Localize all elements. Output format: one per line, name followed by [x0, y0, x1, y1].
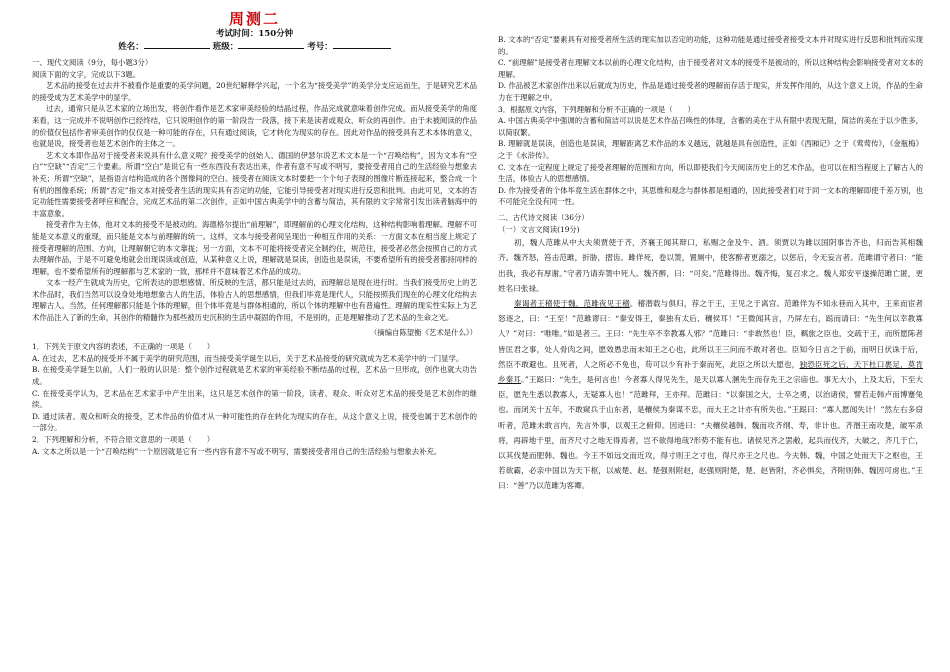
- underlined-sentence: 独恐臣死之后，天下杜口裹足，莫肯乡秦耳: [498, 359, 924, 384]
- passage-paragraph: 过去，通常只是从艺术家的立场出发，将创作看作是艺术家审美经验的结晶过程，作品完成就意味着创作完成。而从接受美学的角度来看，这一完成并不说明创作已经终结，它只说明创作的第一阶段告一段落，接下来是读者或观众、听众的再创作。由于未被阅读的作品的价值仅包括作者审美创作的仅仅是一种可能的存在，只有通过阅读，它才转化为现实的存在。因此对作品的接受具有艺术本体的意义，也就是说，接受者也是艺术创作的主体之一。: [32, 104, 477, 149]
- option: B. 理解就是误读，创造也是误读，理解距离艺术作品的本义越远，就越是具有创造性，正如《西厢记》之于《莺莺传》，《金瓶梅》之于《水浒传》。: [498, 139, 923, 160]
- class-label: 班级：: [212, 42, 239, 52]
- option: B. 在接受美学诞生以前，人们一般的认识是：整个创作过程就是艺术家的审美经验不断结晶的过程，艺术品一旦形成，创作也就大功告成。: [32, 365, 477, 387]
- classical-paragraph: 初，魏人范雎从中大夫须贾使于齐，齐襄王闻其辩口，私赐之金及牛、酒。须贾以为雎以国阴事告齐也，归而告其相魏齐。魏齐怒，笞击范雎，折胁，摺齿。雎佯死，卷以箦，置厕中，使客醉者更溺之，以惩后，令无妄言者。范雎谓守者曰：“能出我，我必有厚谢。”守者乃请弃箦中死人。魏齐醉，曰：“可矣。”范雎得出。魏齐悔，复召求之。魏人郑安平遂操范雎亡匿，更姓名曰张禄。: [498, 238, 923, 293]
- question-stem: 3．根据原文内容，下列理解和分析不正确的一项是（ ）: [498, 104, 695, 114]
- class-field[interactable]: [238, 40, 304, 49]
- option: C. “前理解”是接受者在理解文本以前的心理文化结构，由于接受者对文本的接受不是被动的，所以这种结构会影响接受者对文本的理解。: [498, 58, 923, 79]
- number-field[interactable]: [333, 40, 391, 49]
- question-stem: 1．下列关于原文内容的表述，不正确的一项是（ ）: [32, 342, 215, 352]
- passage-paragraph: 接受者作为主体，他对文本的接受不是被动的。海德格尔提出“前理解”，即理解前的心理文化结构，这种结构影响着理解。理解不可能是文本意义的重现，而只能是文本与前理解的统一。这样，文本与接受者间呈现出一种相互作用的关系：一方面文本在相当度上规定了接受者理解的范围、方向，让理解朝它的本文靠拢；另一方面，文本不可能将接受者完全制约住，规范住，接受者必然会按照自己的方式去理解作品，于是不可避免地就会出现误读或创造，从某种意义上说，理解就是误读，创造也是误读，不要希望所有的接受者都持同样的理解，也不要希望所有的理解都与艺术家的一致，那样并不意味着艺术作品的成功。: [32, 220, 477, 276]
- classical-paragraph: 秦谒者王稽使于魏，范雎夜见王稽。稽潜载与俱归，荐之于王，王见之于离宫。范雎佯为不知永巷而入其中，王来而宦者怒逐之，曰：“王至！”范雎谬曰：“秦安得王，秦独有太后、穰侯耳！”王微闻其言，乃屏左右，跽而请曰：“先生何以幸教寡人？”对曰：“唯唯。”如是者三。王曰：“先生卒不幸教寡人邪？”范雎曰：“非敢然也！臣，羁旅之臣也，交疏于王，而所愿陈者皆匡君之事，处人骨肉之间，愿效愚忠而未知王之心也，此所以王三问而不敢对者也。臣知今日言之于前，而明日伏诛于后，然臣不敢避也。且死者，人之所必不免也，苟可以少有补于秦而死，此臣之所以大愿也，独恐臣死之后，天下杜口裹足，莫肯乡秦耳。”王跽曰：“先生，是何言也！今者寡人得见先生，是天以寡人溷先生而存先王之宗庙也。事无大小，上及太后，下至大臣，愿先生悉以教寡人，无疑寡人也！”范雎拜，王亦拜。范雎曰：“以秦国之大，士卒之勇，以治诸侯，譬若走韩卢而博蹇兔也。而闭关十五年，不敢窥兵于山东者，是穰侯为秦谋不忠，而大王之计亦有所失也。”王跽曰：“寡人愿闻失计！”然左右多窃听者，范雎未敢言内，先言外事，以观王之俯仰。因进曰：“夫穰侯越韩、魏而攻齐纲、寿，非计也。齐湣王南攻楚，破军杀将，再辟地千里，而齐尺寸之地无得焉者，岂不欲得地哉?形势不能有也。诸侯见齐之罢敝，起兵而伐齐，大破之，齐几于亡，以其伐楚而肥韩、魏也。今王不如远交而近攻，得寸则王之寸也，得尺亦王之尺也。今夫韩、魏，中国之处而天下之枢也，王若欲霸，必亲中国以为天下枢，以威楚、赵。楚强则附赵，赵强则附楚，楚、赵皆附，齐必惧矣，齐附则韩、魏因可虏也。”王曰：“善”乃以范雎为客卿。: [498, 298, 924, 491]
- question-stem: 2．下列理解和分析，不符合原文意思的一项是（ ）: [32, 435, 215, 444]
- passage-paragraph: 艺术品的接受在过去并不被看作是重要的美学问题，20世纪解释学兴起，一个名为“接受美学”的美学分支应运而生，于是研究艺术品的接受成为艺术美学中的显学。: [32, 81, 477, 102]
- instruction: 阅读下面的文字，完成以下3题。: [32, 69, 141, 79]
- option: A. 文本之所以是一个“召唤结构”一个原因就是它有一些内容有意不写或不明写，需要接受者用自己的生活经验与想象去补充。: [32, 446, 442, 456]
- option: A. 中国古典美学中强调的含蓄和简洁可以说是艺术作品召唤性的体现，含蓄的美在于从有限中表现无限，简洁的美在于以少胜多，以简驭繁。: [498, 116, 923, 137]
- page-title: 周测二: [228, 10, 280, 28]
- section-heading: 一、现代文阅读（9分，每小题3分）: [32, 58, 153, 67]
- option: D. 作为接受者的个体毕竟生活在群体之中，其思维和观念与群体都是相通的，因此接受者们对于同一文本的理解即使千差万别，也不可能完全没有同一性。: [498, 185, 923, 207]
- option: D. 作品被艺术家创作出来以后就成为历史，作品是通过接受者的理解而存活于现实，并发挥作用的，从这个意义上说，作品的生命力在于理解之中。: [498, 81, 923, 102]
- option: D. 通过读者、观众和听众的接受，艺术作品的价值才从一种可能性的存在转化为现实的存在，从这个意义上说，接受也属于艺术创作的一部分。: [32, 411, 477, 433]
- left-column: [32, 0, 477, 457]
- passage-paragraph: 艺术文本即作品对于接受者来说具有什么意义呢？接受美学的创始人、德国的伊瑟尔说艺术文本是一个“召唤结构”，因为文本有“空白”“空缺”“否定”三个要素。所谓“空白”是说它有一些东西没有表达出来，作者有意不写或不明写，要接受者用自己的生活经验与想象去补充；所谓“空缺”，是指语言结构造成的各个图像间的空白。接受者在阅读文本时要把一个个句子表现的图像片断连接起来，整合成一个有机的图像系统；所谓“否定”指文本对接受者生活的现实具有否定的功能，它能引导接受者对现实进行反思和批判。由此可见，文本的否定功能性需要接受者呼应和配合，完成艺术品的第二次创作，正如中国古典美学中的含蓄与简洁，其有限的文字常常引发出读者脑海中的丰富意象。: [32, 150, 477, 218]
- passage-paragraph: 文本一经产生就成为历史，它所表达的思想感情、所反映的生活，都只能是过去的，而理解总是现在进行时。当我们接受历史上的艺术作品时，我们当然可以设身处地地想象古人的生活，体验古人的思想感情，但我们毕竟是现代人，只能按照我们现在的心理文化结构去理解古人。当然，任何理解都只能是个体的理解，但个体毕竟是与群体相通的，所以个体的理解中也有普遍性。理解的现实性实际上为艺术作品注入了新的生命，其创作的精髓作为那些被历史沉积的生活中凝固的作用，不是别的，正是理解推动了艺术品的生命之光。: [32, 278, 477, 323]
- exam-time: 考试时间：150分钟: [215, 29, 294, 39]
- option: C. 在接受美学认为，艺术品在艺术家手中产生出来，这只是艺术创作的第一阶段，读者、观众、听众对艺术品的接受是艺术创作的继续。: [32, 388, 477, 410]
- option: B. 文本的“否定”要素具有对接受者所生活的现实加以否定的功能，这种功能是通过接受者接受文本并对现实进行反思和批判而实现的。: [498, 35, 923, 56]
- underlined-sentence: 秦谒者王稽使于魏，范雎夜见王稽: [514, 298, 630, 308]
- number-label: 考号：: [307, 42, 333, 52]
- source-citation: （摘编自陈望衡《艺术是什么》）: [369, 327, 477, 337]
- student-info: [32, 40, 477, 53]
- classical-passage: [498, 235, 923, 493]
- option: C. 文本在一定程度上规定了接受者理解的范围和方向，所以即使我们今天阅读历史上的艺术作品，也可以在相当程度上了解古人的生活，体验古人的思想感情。: [498, 162, 923, 184]
- subsection-heading: （一）文言文阅读(19分): [498, 224, 580, 234]
- option: A. 在过去，艺术品的接受并不属于美学的研究范围，而当接受美学诞生以后，关于艺术品接受的研究就成为艺术美学中的一门显学。: [32, 353, 464, 363]
- name-label: 姓名：: [118, 42, 144, 52]
- section-heading: 二、古代诗文阅读（36分）: [498, 212, 589, 222]
- right-column: [498, 34, 923, 494]
- name-field[interactable]: [144, 40, 210, 49]
